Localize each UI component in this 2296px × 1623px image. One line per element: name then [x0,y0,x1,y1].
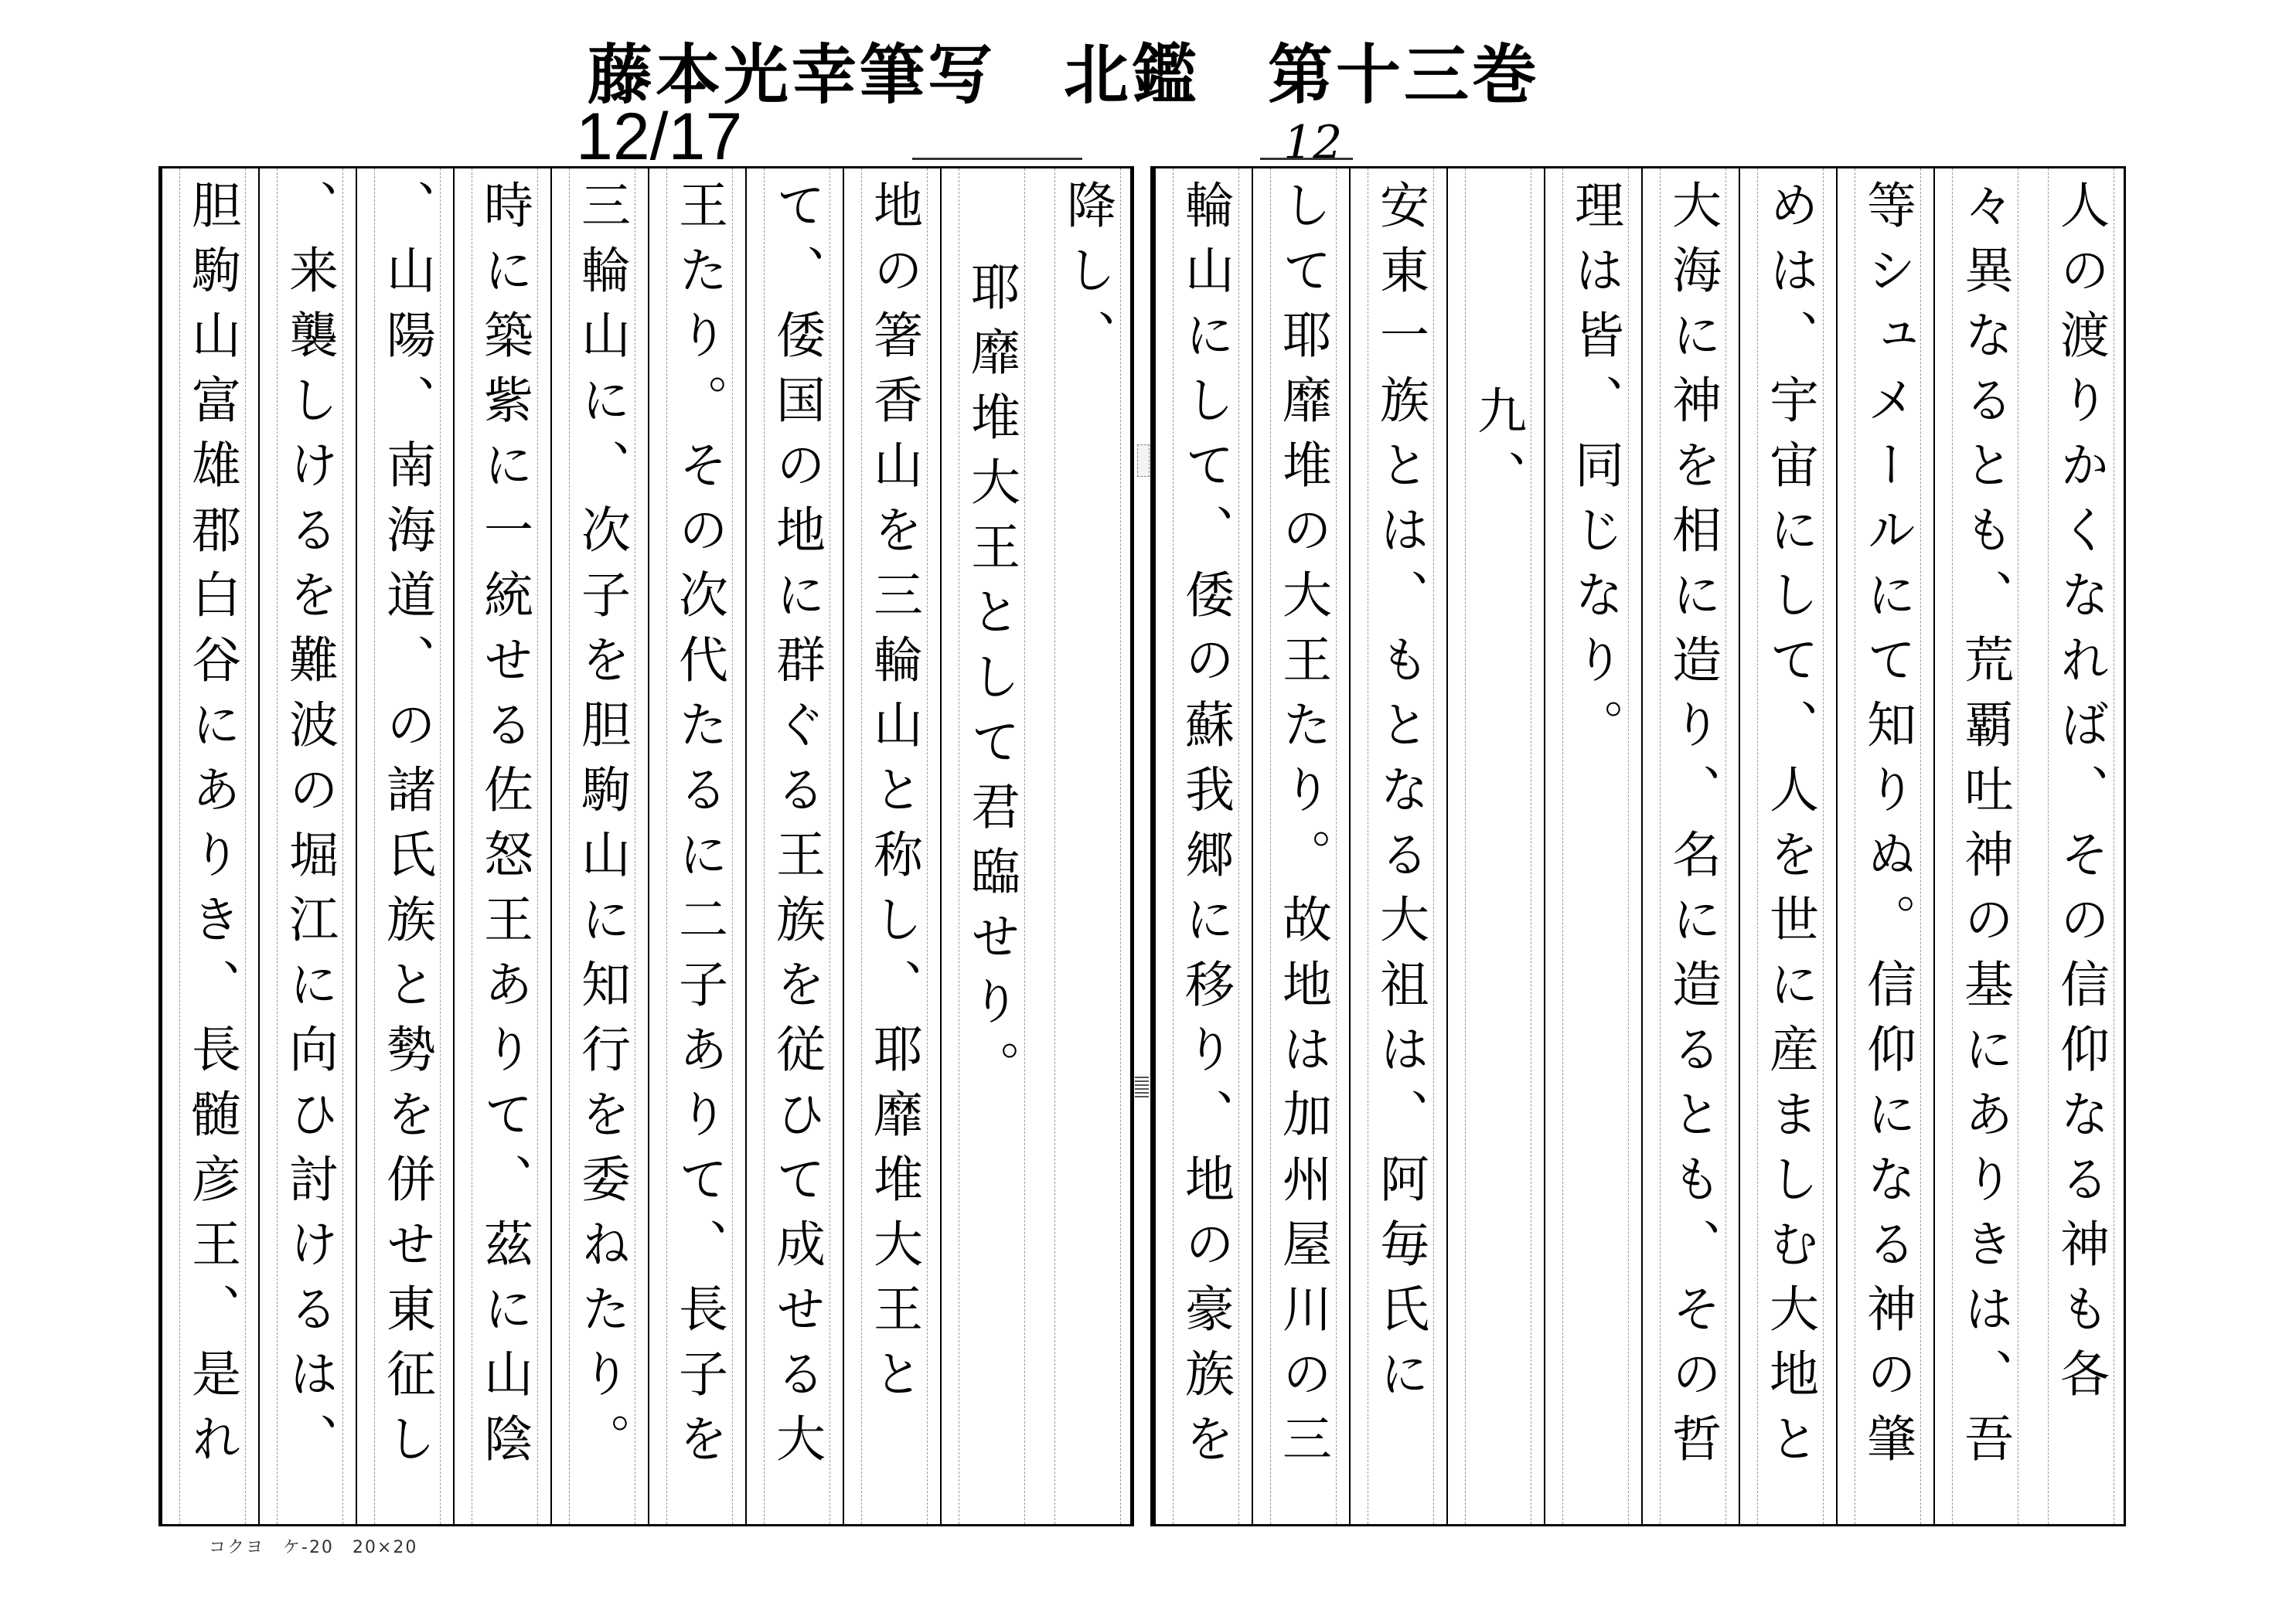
manuscript-column [161,168,258,1524]
binding-mark [1137,444,1150,477]
column-text: 耶靡堆大王として君臨せり。 [962,261,1020,1105]
manuscript-column [648,168,745,1524]
page-number-underline [1260,158,1353,160]
column-text: て、倭国の地に群ぐる王族を従ひて成せる大 [768,179,825,1478]
manuscript-column [940,168,1037,1524]
document-date: 12/17 [576,100,743,174]
manuscript-column [1739,168,1836,1524]
manuscript-column [550,168,648,1524]
column-text: 、来襲しけるを難波の堀江に向ひ討けるは、 [281,179,338,1478]
column-text: して耶靡堆の大王たり。故地は加州屋川の三 [1274,179,1331,1478]
manuscript-column [258,168,356,1524]
manuscript-column [1641,168,1739,1524]
manuscript-column [356,168,453,1524]
column-text: 地の箸香山を三輪山と称し、耶靡堆大王と [865,179,922,1413]
manuscript-column [1037,168,1133,1524]
column-text: 輪山にして、倭の蘇我郷に移り、地の豪族を [1177,179,1234,1478]
column-text: めは、宇宙にして、人を世に産ましむ大地と [1761,179,1818,1478]
manuscript-column [1933,168,2031,1524]
manuscript-column [453,168,550,1524]
manuscript-column [843,168,940,1524]
manuscript-column [745,168,843,1524]
manuscript-column [1544,168,1641,1524]
document-title: 藤本光幸筆写 北鑑 第十三巻 [588,37,1541,113]
column-text: 等シュメールにて知りぬ。信仰になる神の肇 [1858,179,1916,1478]
page-number: 12 [1283,116,1343,170]
manuscript-column [1154,168,1252,1524]
right-page [1152,166,2126,1526]
manuscript-column [1252,168,1349,1524]
column-text: 安東一族とは、もとなる大祖は、阿毎氏に [1371,179,1429,1413]
manuscript-column [1836,168,1933,1524]
column-text: 、山陽、南海道、の諸氏族と勢を併せ東征し [378,179,435,1478]
column-text: 々異なるとも、荒覇吐神の基にありきは、吾 [1956,179,2013,1478]
column-text: 九、 [1469,385,1526,515]
column-text: 降し、 [1058,179,1116,374]
paper-brand-label: コクヨ ケ-20 20×20 [209,1538,418,1557]
column-text: 人の渡りかくなれば、その信仰なる神も各 [2052,179,2109,1413]
column-text: 時に築紫に一統せる佐怒王ありて、茲に山陰 [475,179,533,1478]
column-text: 理は皆、同じなり。 [1566,179,1623,764]
manuscript-column [1446,168,1544,1524]
header-underline [912,158,1082,160]
manuscript-column [1349,168,1446,1524]
left-page [158,166,1133,1526]
column-text: 王たり。その次代たるに二子ありて、長子を [670,179,727,1478]
center-gutter [1133,166,1152,1526]
manuscript-sheet [158,166,2126,1526]
column-text: 大海に神を相に造り、名に造るとも、その哲 [1664,179,1721,1478]
binding-mark [1135,1074,1149,1097]
column-text: 胆駒山富雄郡白谷にありき、長髄彦王、是れ [183,179,240,1478]
manuscript-column [2031,168,2126,1524]
column-text: 三輪山に、次子を胆駒山に知行を委ねたり。 [573,179,630,1478]
